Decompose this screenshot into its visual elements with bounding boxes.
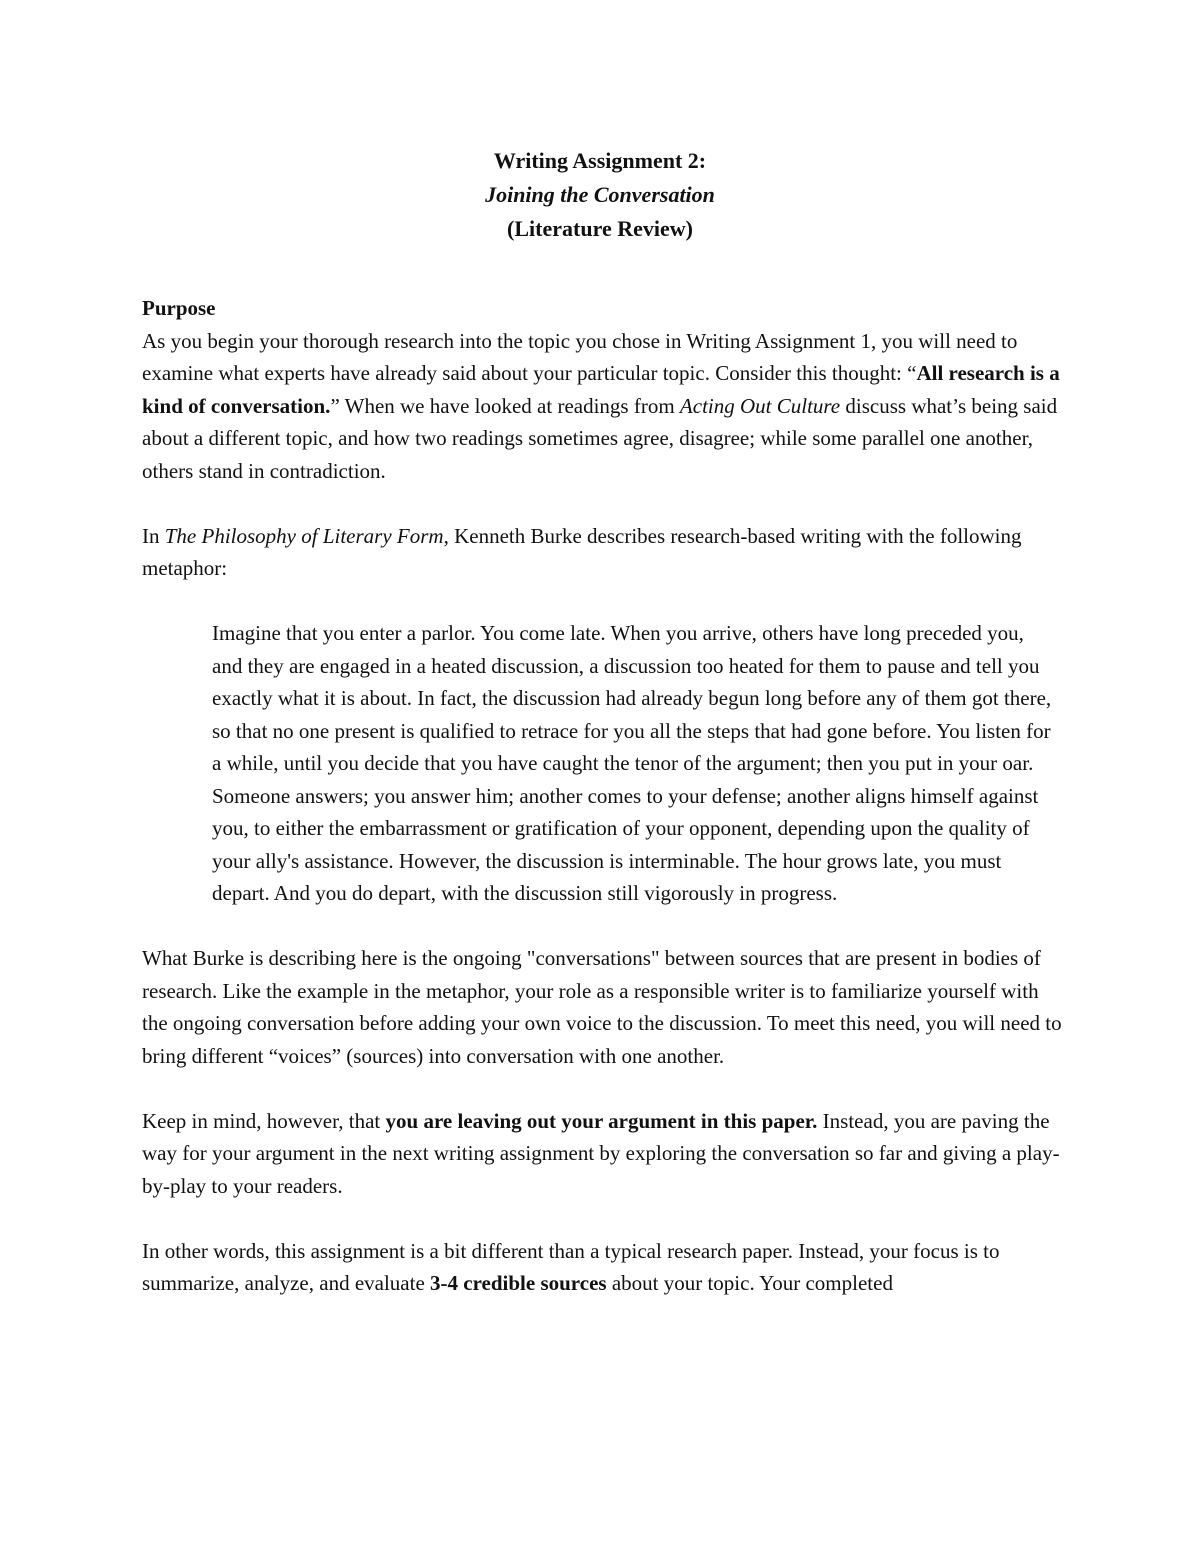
block-quote: Imagine that you enter a parlor. You come late. When you arrive, others have long preceded you, and they are engaged in a heated discussion, a discussion too heated for them to pause and tell you exactly what it is about. In fact, the discussion had already begun long before any of them got there, so that no one present is qualified to retrace for you all the steps that had gone before. You listen for a while, until you decide that you have caught the tenor of the argument; then you put in your oar. Someone answers; you answer him; another comes to your defense; another aligns himself against you, to either the embarrassment or gratification of your opponent, depending upon the quality of your ally's assistance. However, the discussion is interminable. The hour grows late, you must depart. And you do depart, with the discussion still vigorously in progress. xyxy=(212,621,1052,905)
paragraph-other-words xyxy=(142,1235,1067,1300)
paragraph-other-bold: 3-4 credible sources xyxy=(430,1271,607,1295)
paragraph-gap xyxy=(142,487,1067,520)
paragraph-burke-intro xyxy=(142,520,1067,585)
paragraph-gap xyxy=(142,1072,1067,1105)
paragraph-intro-text-a: As you begin your thorough research into the topic you chose in Writing Assignment 1, you will need to examine what experts have already said about your particular topic. Consider this thought: “ xyxy=(142,328,1018,385)
paragraph-intro-italic: Acting Out Culture xyxy=(679,393,841,418)
paragraph-burke-italic: The Philosophy of Literary Form xyxy=(164,523,444,548)
paragraph-other-text-b: about your topic. Your completed xyxy=(606,1271,893,1295)
paragraph-intro-text-b: ” When we have looked at readings from xyxy=(330,393,680,418)
paragraph-intro-text-c: discuss what’s being said about a different topic, and how two readings sometimes agree, disagree; while some parallel one another, others stand in contradiction. xyxy=(142,393,1058,483)
paragraph-keep-text-b: Instead, you are paving the way for your argument in the next writing assignment by exploring the conversation so far and giving a play-by-play to your readers. xyxy=(142,1108,1060,1198)
paragraph-intro-bold: All research is a kind of conversation. xyxy=(142,361,1060,418)
paragraph-other-text-a: In other words, this assignment is a bit different than a typical research paper. Instead, your focus is to summarize, analyze, and evaluate xyxy=(142,1238,1000,1295)
paragraph-keep-bold: you are leaving out your argument in this paper. xyxy=(385,1108,818,1133)
paragraph-burke-text-a: In xyxy=(142,523,165,548)
title-line-3: (Literature Review) xyxy=(507,216,693,241)
paragraph-burke-text-b: , Kenneth Burke describes research-based writing with the following metaphor: xyxy=(142,523,1022,580)
paragraph-keep-in-mind xyxy=(142,1105,1067,1203)
paragraph-gap xyxy=(142,1202,1067,1235)
section-heading-purpose: Purpose xyxy=(142,296,216,320)
title-line-2: Joining the Conversation xyxy=(485,182,715,207)
document-title xyxy=(0,144,1200,246)
paragraph-keep-text-a: Keep in mind, however, that xyxy=(142,1108,386,1133)
document-body xyxy=(142,292,1067,1300)
paragraph-burke-explanation: What Burke is describing here is the ongoing "conversations" between sources that are present in bodies of research. Like the example in the metaphor, your role as a responsible writer is to familiarize yourself with the ongoing conversation before adding your own voice to the discussion. To meet this need, you will need to bring different “voices” (sources) into conversation with one another. xyxy=(142,946,1062,1068)
paragraph-intro xyxy=(142,325,1067,488)
paragraph-gap xyxy=(142,910,1067,943)
title-line-1: Writing Assignment 2: xyxy=(493,148,707,173)
paragraph-gap xyxy=(142,585,1067,618)
